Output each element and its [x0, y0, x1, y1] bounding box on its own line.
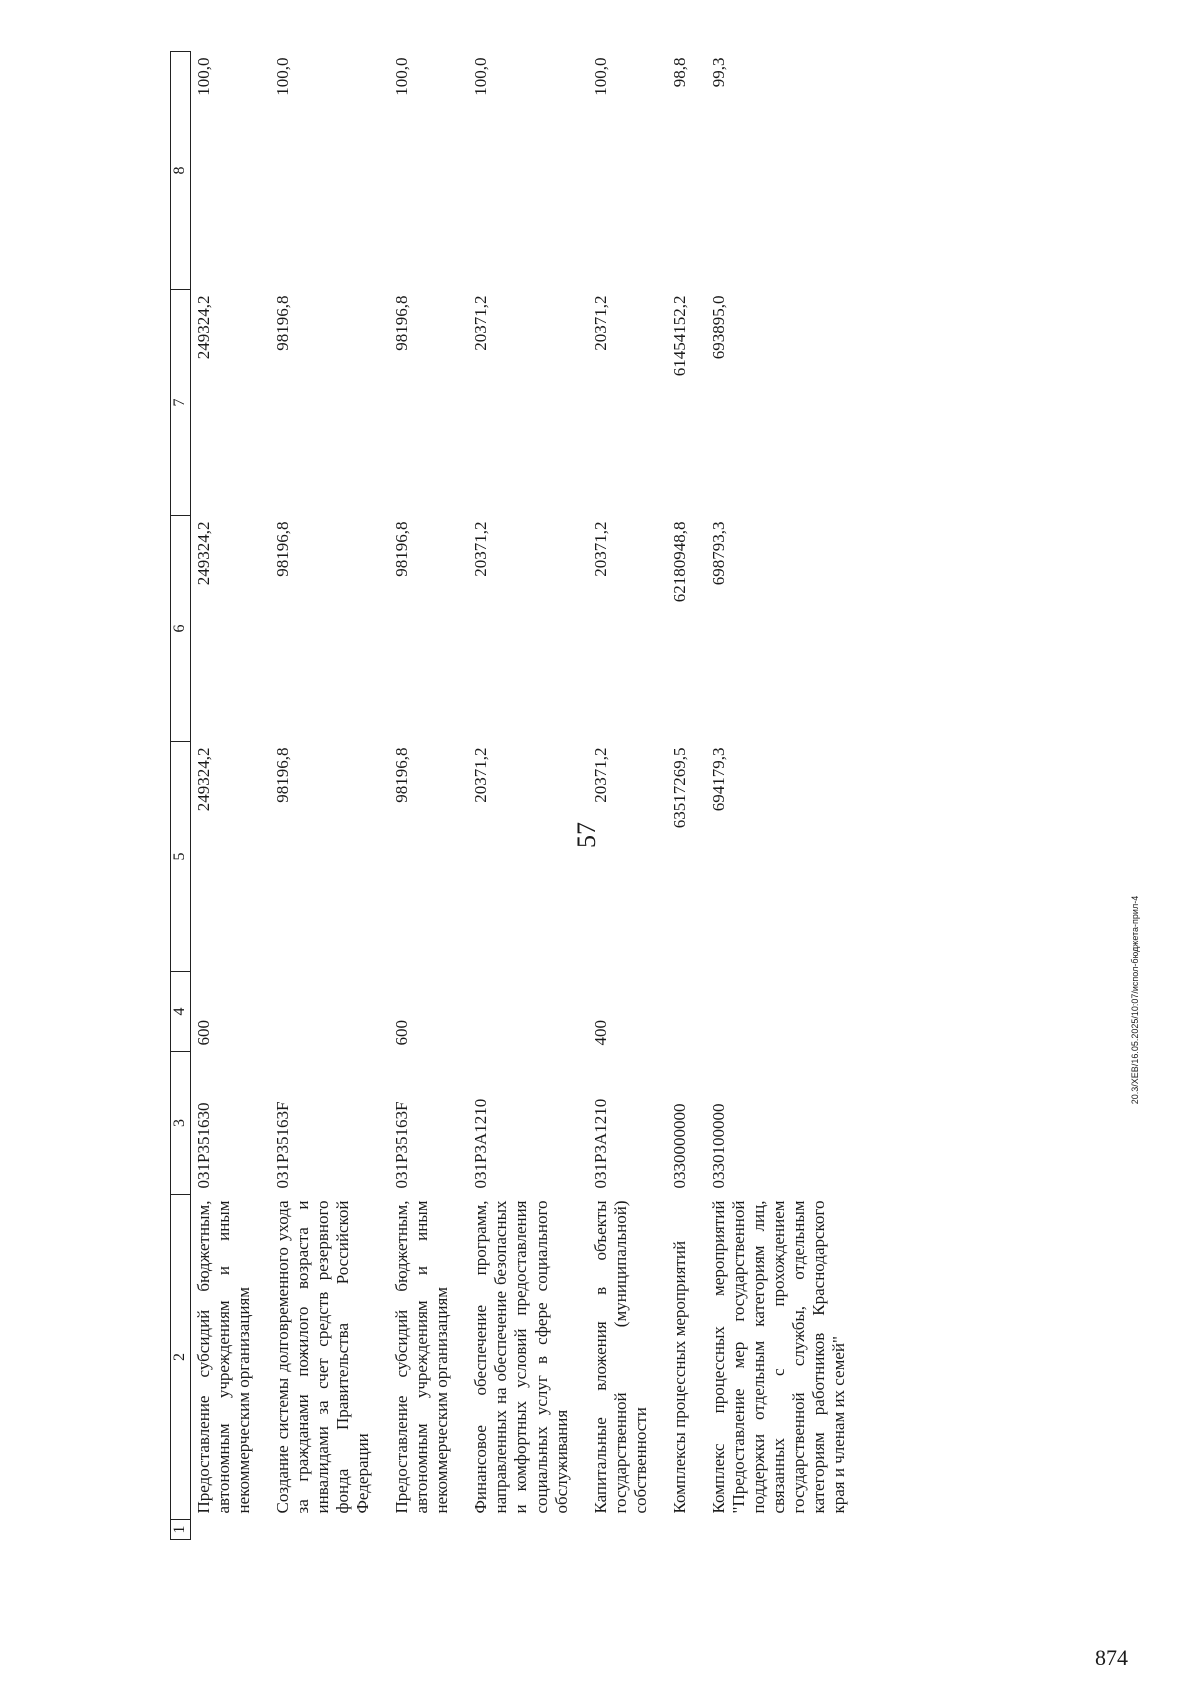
column-header: 4	[171, 972, 191, 1052]
table-row	[588, 52, 667, 1540]
budget-table	[170, 51, 865, 1540]
column-header: 6	[171, 516, 191, 742]
row-code: 031Р351630	[193, 1102, 213, 1189]
row-col7: 20371,2	[590, 295, 610, 351]
row-col6: 20371,2	[590, 521, 610, 577]
row-code: 031Р35163F	[273, 1101, 293, 1189]
row-col7: 693895,0	[708, 295, 728, 360]
row-kvr	[468, 972, 587, 1052]
row-col5: 249324,2	[193, 747, 213, 812]
row-name: Комплексы процессных мероприятий	[669, 1240, 689, 1514]
row-col8: 100,0	[590, 57, 610, 96]
table-cell	[588, 1520, 667, 1540]
row-col6: 62180948,8	[669, 521, 689, 603]
row-name: Финансовое обеспечение программ, направленных на обеспечение безопасных и комфортных условий предоставления социальных услуг в сфере социального обслуживания	[471, 1200, 571, 1514]
row-col6: 98196,8	[273, 521, 293, 577]
table-cell	[190, 1520, 270, 1540]
row-col7: 20371,2	[471, 295, 491, 351]
row-col6: 98196,8	[392, 521, 412, 577]
table-row	[190, 52, 270, 1540]
table-cell	[667, 1520, 706, 1540]
row-name: Предоставление субсидий бюджетным, автономным учреждениям и иным некоммерческим организациям	[193, 1200, 253, 1514]
column-header: 7	[171, 290, 191, 516]
row-name: Капитальные вложения в объекты государственной (муниципальной) собственности	[590, 1200, 650, 1514]
budget-table-container	[170, 52, 920, 1540]
row-col7: 61454152,2	[669, 295, 689, 377]
table-cell	[270, 1520, 389, 1540]
row-col7: 98196,8	[273, 295, 293, 351]
row-code: 0330000000	[669, 1103, 689, 1189]
row-code: 031Р35163F	[392, 1101, 412, 1189]
sheet-number: 874	[1095, 1645, 1128, 1670]
row-col6: 698793,3	[708, 521, 728, 586]
row-col8: 100,0	[193, 57, 213, 96]
row-col8: 100,0	[273, 57, 293, 96]
row-col5: 20371,2	[590, 747, 610, 803]
table-row	[270, 52, 389, 1540]
document-code: 20.3/ХЕВ/16.05.2025/10:07/испол-бюджета-прил-4	[1130, 895, 1140, 1105]
row-col8: 100,0	[392, 57, 412, 96]
column-header: 1	[171, 1520, 191, 1540]
row-col8: 100,0	[471, 57, 491, 96]
row-name: Комплекс процессных мероприятий "Предоставление мер государственной поддержки отдельным категориям лиц, связанных с прохождением государственной службы, отдельным категориям работников Краснодарского края и членам их семей"	[708, 1200, 849, 1514]
row-col7: 98196,8	[392, 295, 412, 351]
row-col5: 694179,3	[708, 747, 728, 812]
table-cell	[468, 1520, 587, 1540]
row-col5: 63517269,5	[669, 747, 689, 829]
table-row	[389, 52, 468, 1540]
row-name: Создание системы долговременного ухода за гражданами пожилого возраста и инвалидами за счет средств резервного фонда Правительства Российской Федерации	[273, 1200, 373, 1514]
table-row	[468, 52, 587, 1540]
row-kvr: 600	[193, 1020, 213, 1046]
row-kvr	[667, 972, 706, 1052]
row-code: 031Р3А1210	[590, 1098, 610, 1189]
row-kvr: 400	[590, 1020, 610, 1046]
table-row	[667, 52, 706, 1540]
row-name: Предоставление субсидий бюджетным, автономным учреждениям и иным некоммерческим организациям	[392, 1200, 452, 1514]
column-header: 3	[171, 1052, 191, 1195]
table-cell	[706, 1520, 865, 1540]
row-code: 0330100000	[708, 1103, 728, 1189]
row-code: 031Р3А1210	[471, 1098, 491, 1189]
row-col6: 249324,2	[193, 521, 213, 586]
row-col5: 20371,2	[471, 747, 491, 803]
row-kvr: 600	[392, 1020, 412, 1046]
row-kvr	[706, 972, 865, 1052]
row-kvr	[270, 972, 389, 1052]
row-col7: 249324,2	[193, 295, 213, 360]
table-cell	[389, 1520, 468, 1540]
column-header: 5	[171, 742, 191, 972]
column-header: 2	[171, 1195, 191, 1520]
row-col5: 98196,8	[392, 747, 412, 803]
page-number: 57	[572, 822, 601, 848]
row-col6: 20371,2	[471, 521, 491, 577]
row-col8: 98,8	[669, 57, 689, 88]
row-col8: 99,3	[708, 57, 728, 88]
table-row	[706, 52, 865, 1540]
table-header-row	[171, 52, 191, 1540]
row-col5: 98196,8	[273, 747, 293, 803]
column-header: 8	[171, 52, 191, 290]
